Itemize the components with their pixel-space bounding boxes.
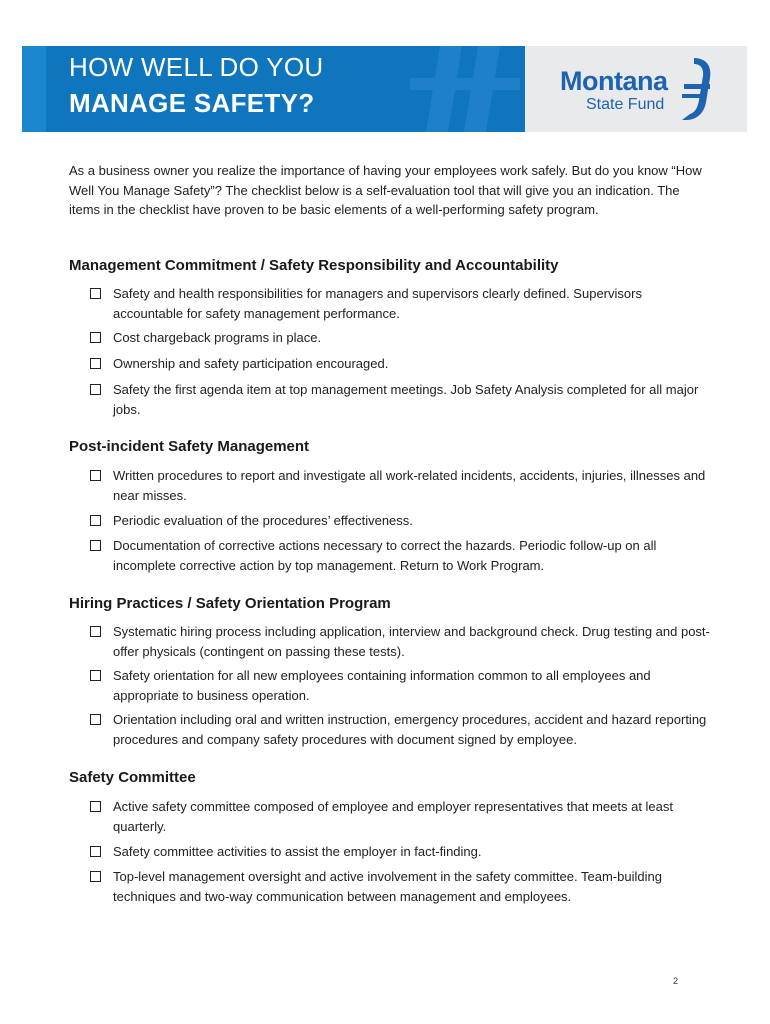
checklist-item-text: Cost chargeback programs in place. [113,330,322,345]
checkbox[interactable] [90,714,101,725]
section-heading-management: Management Commitment / Safety Responsibility and Accountability [69,257,559,274]
section-heading-safety-committee: Safety Committee [69,769,196,786]
checklist-item[interactable] [90,622,710,661]
montana-state-fund-logo-icon [676,56,716,122]
checkbox[interactable] [90,540,101,551]
intro-paragraph: As a business owner you realize the importance of having your employees work safely. But do you know “How Well You Manage Safety”? The checklist below is a self-evaluation tool that will give you an indication. The items in the checklist have proven to be basic elements of a well-performing safety program. [69,163,702,218]
checklist-item-text: Documentation of corrective actions necessary to correct the hazards. Periodic follow-up on all incomplete corrective action by top management. Return to Work Program. [113,538,657,573]
checklist-item-text: Safety committee activities to assist the employer in fact-finding. [113,844,482,859]
checkbox[interactable] [90,626,101,637]
logo-name: Montana [560,66,668,96]
checklist-item[interactable] [90,797,710,836]
checkbox[interactable] [90,384,101,395]
checklist-item-text: Ownership and safety participation encouraged. [113,356,389,371]
checklist-item[interactable] [90,842,710,862]
checklist-item-text: Written procedures to report and investigate all work-related incidents, accidents, injuries, illnesses and near misses. [113,468,706,503]
checkbox[interactable] [90,470,101,481]
checklist-item-text: Safety orientation for all new employees containing information common to all employees and appropriate to business operation. [113,668,651,703]
logo-subtitle: State Fund [586,96,665,113]
checklist-item[interactable] [90,354,710,374]
checklist-item[interactable] [90,867,710,906]
checkbox[interactable] [90,358,101,369]
banner-accent-stripe [22,46,46,132]
checklist-item[interactable] [90,710,710,749]
checklist-item-text: Orientation including oral and written instruction, emergency procedures, accident and hazard reporting procedures and company safety procedures with document signed by employee. [113,712,707,747]
section-heading-hiring: Hiring Practices / Safety Orientation Program [69,595,391,612]
checkbox[interactable] [90,515,101,526]
checkbox[interactable] [90,871,101,882]
page-title-line1: HOW WELL DO YOU [69,52,324,82]
checklist-item-text: Safety and health responsibilities for managers and supervisors clearly defined. Supervisors accountable for safety management performance. [113,286,642,321]
watermark-logo-icon [400,46,525,132]
checklist-item[interactable] [90,328,710,348]
page-title-line2: MANAGE SAFETY? [69,88,315,118]
checklist-item[interactable] [90,511,710,531]
checklist-item-text: Systematic hiring process including application, interview and background check. Drug testing and post-offer physicals (contingent on passing these tests). [113,624,710,659]
checklist-item[interactable] [90,284,710,323]
page-number: 2 [673,976,679,986]
checkbox[interactable] [90,288,101,299]
checklist-item[interactable] [90,536,710,575]
checkbox[interactable] [90,670,101,681]
checklist-item-text: Safety the first agenda item at top management meetings. Job Safety Analysis completed for all major jobs. [113,382,699,417]
checklist-item[interactable] [90,466,710,505]
checklist-item[interactable] [90,666,710,705]
checkbox[interactable] [90,801,101,812]
checklist-item-text: Top-level management oversight and active involvement in the safety committee. Team-building techniques and two-way communication between management and employees. [113,869,662,904]
checklist-item-text: Periodic evaluation of the procedures’ effectiveness. [113,513,413,528]
checkbox[interactable] [90,332,101,343]
checklist-item[interactable] [90,380,710,419]
checkbox[interactable] [90,846,101,857]
section-heading-post-incident: Post-incident Safety Management [69,438,310,455]
checklist-item-text: Active safety committee composed of employee and employer representatives that meets at least quarterly. [113,799,673,834]
